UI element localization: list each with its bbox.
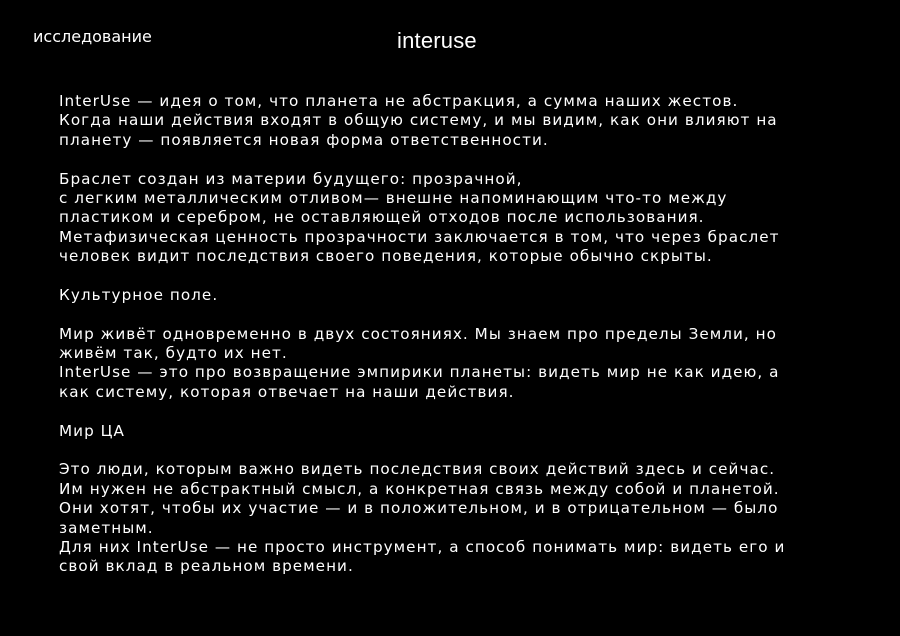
text-line: как систему, которая отвечает на наши действия.: [59, 382, 515, 401]
text-line: пластиком и серебром, не оставляющей отходов после использования.: [59, 208, 705, 227]
text-line: свой вклад в реальном времени.: [59, 557, 354, 576]
text-line: Они хотят, чтобы их участие — и в положительном, и в отрицательном — было: [59, 499, 779, 518]
text-line: Мир живёт одновременно в двух состояниях. Мы знаем про пределы Земли, но: [59, 324, 778, 343]
heading-target-audience: [59, 422, 859, 441]
text-line: Мир ЦА: [59, 421, 125, 440]
text-line: Для них InterUse — не просто инструмент, а способ понимать мир: видеть его и: [59, 537, 786, 556]
text-line: Им нужен не абстрактный смысл, а конкретная связь между собой и планетой.: [59, 479, 780, 498]
paragraph-audience: [59, 460, 859, 576]
text-line: Культурное поле.: [59, 285, 219, 304]
text-line: InterUse — это про возвращение эмпирики планеты: видеть мир не как идею, а: [59, 363, 780, 382]
text-line: Метафизическая ценность прозрачности заключается в том, что через браслет: [59, 227, 780, 246]
text-line: с легким металлическим отливом— внешне напоминающим что-то между: [59, 188, 728, 207]
section-label: исследование: [33, 27, 152, 46]
text-line: Это люди, которым важно видеть последствия своих действий здесь и сейчас.: [59, 460, 776, 479]
text-line: Браслет создан из материи будущего: прозрачной,: [59, 169, 523, 188]
document-body: [59, 92, 859, 577]
text-line: заметным.: [59, 518, 154, 537]
text-line: планету — появляется новая форма ответственности.: [59, 130, 549, 149]
text-line: Когда наши действия входят в общую систему, и мы видим, как они влияют на: [59, 111, 778, 130]
text-line: InterUse — идея о том, что планета не абстракция, а сумма наших жестов.: [59, 92, 739, 110]
brand-logo-text: interuse: [397, 28, 477, 53]
text-line: человек видит последствия своего поведения, которые обычно скрыты.: [59, 247, 713, 266]
text-line: живём так, будто их нет.: [59, 344, 288, 363]
paragraph-world: [59, 325, 859, 403]
paragraph-bracelet: [59, 170, 859, 267]
paragraph-intro: [59, 92, 859, 150]
heading-cultural-field: [59, 286, 859, 305]
